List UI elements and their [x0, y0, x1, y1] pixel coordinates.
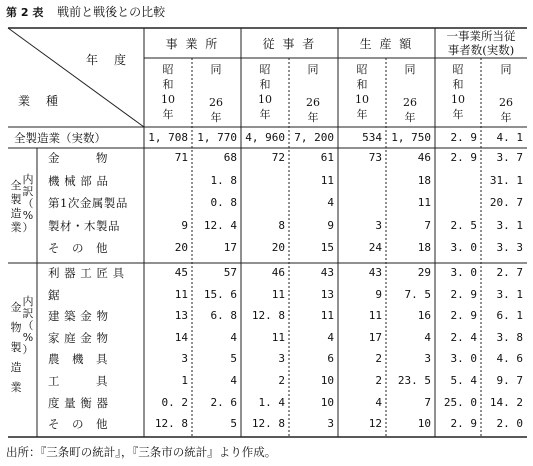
group2-row-value: 13 — [174, 309, 188, 323]
group1-row-value: 31. 1 — [489, 173, 523, 187]
group1-row-value: 71 — [174, 151, 188, 164]
group2-row-value: 2. 7 — [496, 266, 523, 279]
group1-row-value: 4 — [327, 196, 334, 209]
header-year-same: 同 — [307, 63, 319, 76]
total-row-value: 1, 750 — [391, 131, 431, 144]
header-year-1935: 昭 — [259, 63, 271, 76]
group2-row-value: 9. 7 — [496, 374, 523, 387]
group2-row-value: 4 — [424, 330, 431, 344]
header-year-1935: 年 — [259, 108, 271, 121]
group2-row-value: 14. 2 — [489, 395, 523, 409]
total-row-value: 4, 960 — [245, 131, 285, 144]
total-row-value: 2. 9 — [450, 131, 477, 144]
group2-row-value: 4. 6 — [496, 352, 523, 366]
header-year-same: 同 — [500, 63, 512, 76]
group2-row-value: 3 — [278, 352, 285, 366]
group2-row-value: 12. 8 — [251, 309, 285, 323]
group1-row-value: 73 — [368, 151, 382, 164]
group2-row-value: 2. 6 — [210, 395, 237, 409]
header-year-1951: 26 — [403, 96, 417, 109]
header-year-1935: 10 — [161, 93, 175, 106]
group2-row-value: 2. 4 — [450, 330, 477, 344]
group1-side-label-subtitle-char: 訳 — [22, 185, 34, 198]
group2-side-label-char: 物 — [10, 321, 22, 334]
group2-row-value: 10 — [320, 395, 334, 409]
total-row-value: 4. 1 — [496, 131, 523, 144]
group2-row-value: 11 — [368, 309, 382, 323]
group1-side-label-subtitle-char: ） — [22, 221, 34, 234]
group1-row-name: 第1次金属製品 — [48, 196, 128, 210]
group2-row-value: 5 — [230, 417, 237, 431]
group2-side-label-subtitle-char: 訳 — [22, 307, 34, 320]
group1-row-value: 72 — [271, 151, 285, 164]
group1-row-name: 金 物 — [48, 151, 108, 165]
group1-row-value: 61 — [320, 151, 334, 164]
group1-row-value: 2. 5 — [450, 218, 477, 232]
group1-row-value: 12. 4 — [203, 218, 237, 232]
group2-row-value: 57 — [223, 266, 237, 279]
header-year-1951: 年 — [307, 111, 319, 124]
group2-side-label-subtitle-char: （ — [22, 319, 34, 332]
group1-row-value: 15 — [320, 241, 334, 254]
group1-row-value: 3. 1 — [496, 218, 523, 232]
group2-row-value: 6 — [327, 352, 334, 366]
header-year-same: 同 — [404, 63, 416, 76]
total-row-value: 1, 708 — [148, 131, 188, 144]
group2-row-value: 9 — [375, 287, 382, 301]
header-group-per-establishment-2: 事者数(実数) — [447, 43, 515, 57]
group1-side-label-subtitle-char: （ — [22, 197, 34, 210]
group2-row-value: 11 — [320, 309, 334, 323]
group2-row-value: 5. 4 — [450, 374, 477, 387]
group2-row-value: 2. 9 — [450, 309, 477, 323]
group2-row-value: 7. 5 — [404, 287, 431, 301]
total-row-value: 1, 770 — [197, 131, 237, 144]
group2-row-value: 3. 0 — [450, 266, 477, 279]
header-year-1951: 26 — [306, 96, 320, 109]
group1-side-label-subtitle-char: 内 — [22, 173, 34, 186]
header-year-1951: 年 — [210, 111, 222, 124]
header-year-1951: 年 — [500, 111, 512, 124]
group2-row-value: 43 — [368, 266, 382, 279]
group2-row-value: 45 — [174, 266, 188, 279]
group1-row-value: 9 — [181, 218, 188, 232]
group1-row-value: 18 — [417, 241, 431, 254]
group2-row-value: 7 — [424, 395, 431, 409]
group2-side-label-char: 業 — [10, 381, 22, 394]
header-year-1935: 年 — [356, 108, 368, 121]
group1-row-value: 3. 7 — [496, 151, 523, 164]
header-year-1951: 年 — [404, 111, 416, 124]
group1-row-name: 機 械 部 品 — [48, 173, 109, 188]
group2-row-value: 46 — [271, 266, 285, 279]
header-year-1951: 26 — [499, 96, 513, 109]
group2-row-name: そ の 他 — [48, 417, 108, 432]
group2-row-value: 12. 8 — [251, 417, 285, 431]
group2-row-value: 29 — [417, 266, 431, 279]
header-year-1935: 昭 — [356, 63, 368, 76]
group1-side-label-char: 業 — [10, 221, 22, 234]
group2-row-value: 12 — [368, 417, 382, 431]
group1-row-value: 3. 3 — [496, 241, 523, 254]
header-year-1935: 10 — [355, 93, 369, 106]
group1-row-value: 68 — [223, 151, 237, 164]
group1-row-value: 1. 8 — [210, 173, 237, 187]
group2-row-value: 2. 9 — [450, 287, 477, 301]
group2-row-value: 5 — [230, 352, 237, 366]
header-year-1935: 和 — [162, 78, 174, 91]
header-group-workers: 従 事 者 — [262, 37, 317, 51]
group2-row-value: 6. 1 — [496, 309, 523, 323]
group2-row-value: 15. 6 — [203, 287, 237, 301]
group2-row-value: 3. 8 — [496, 330, 523, 344]
group2-row-value: 11 — [271, 287, 285, 301]
group2-row-value: 3. 1 — [496, 287, 523, 301]
header-year-1935: 和 — [259, 78, 271, 91]
group1-row-value: 7 — [424, 218, 431, 232]
group1-row-value: 20 — [271, 241, 285, 254]
header-year-1935: 10 — [451, 93, 465, 106]
group1-row-value: 18 — [417, 173, 431, 187]
group2-row-value: 2 — [278, 374, 285, 387]
group2-row-value: 10 — [417, 417, 431, 431]
group2-row-name: 度 量 衡 器 — [48, 395, 109, 410]
group1-row-value: 20. 7 — [489, 196, 523, 209]
group2-row-value: 16 — [417, 309, 431, 323]
group2-row-value: 3 — [181, 352, 188, 366]
group2-row-value: 25. 0 — [443, 395, 477, 409]
header-year-1935: 和 — [356, 78, 368, 91]
group2-row-value: 12. 8 — [154, 417, 188, 431]
header-year-1935: 年 — [452, 108, 464, 121]
group1-row-value: 8 — [278, 218, 285, 232]
group2-side-label-subtitle-char: % — [22, 331, 34, 344]
header-year-1935: 和 — [452, 78, 464, 91]
header-year-1951: 26 — [209, 96, 223, 109]
header-year-same: 同 — [210, 63, 222, 76]
header-year-1935: 昭 — [452, 63, 464, 76]
group1-row-value: 20 — [174, 241, 188, 254]
group1-row-value: 9 — [327, 218, 334, 232]
group2-row-value: 10 — [320, 374, 334, 387]
group1-side-label-char: 全 — [10, 179, 22, 192]
group2-row-value: 11 — [271, 330, 285, 344]
header-year-1935: 年 — [162, 108, 174, 121]
group2-row-name: 工 具 — [48, 374, 108, 388]
group2-row-value: 23. 5 — [397, 374, 431, 387]
group2-side-label-subtitle-char: 内 — [22, 295, 34, 308]
group1-row-value: 3. 0 — [450, 241, 477, 254]
group2-row-name: 農 機 具 — [48, 352, 108, 367]
group2-row-name: 建 築 金 物 — [48, 309, 109, 324]
group2-row-name: 家 庭 金 物 — [48, 330, 109, 345]
group2-row-value: 4 — [230, 374, 237, 387]
group1-row-value: 46 — [417, 151, 431, 164]
group1-row-name: 製材・木製品 — [48, 218, 120, 233]
header-group-production: 生 産 額 — [359, 37, 414, 51]
group2-row-value: 4 — [327, 330, 334, 344]
group2-row-value: 3. 0 — [450, 352, 477, 366]
header-year-label: 年 度 — [86, 53, 129, 67]
group2-row-value: 2 — [375, 352, 382, 366]
group2-row-value: 2 — [375, 374, 382, 387]
group2-row-value: 2. 9 — [450, 417, 477, 431]
group2-side-label-char: 造 — [10, 361, 22, 374]
group1-row-value: 11 — [417, 196, 431, 209]
header-year-1935: 10 — [258, 93, 272, 106]
group2-row-value: 14 — [174, 330, 188, 344]
group2-row-value: 11 — [174, 287, 188, 301]
header-group-establishments: 事 業 所 — [165, 37, 220, 51]
total-row-value: 534 — [362, 131, 382, 144]
total-row-value: 7, 200 — [294, 131, 334, 144]
group2-row-value: 4 — [375, 395, 382, 409]
group2-row-value: 17 — [368, 330, 382, 344]
group2-row-value: 2. 0 — [496, 417, 523, 431]
group1-row-value: 3 — [375, 218, 382, 232]
table-number: 第 2 表 — [6, 6, 44, 19]
group1-row-name: そ の 他 — [48, 241, 108, 255]
group2-side-label-char: 製 — [10, 341, 22, 354]
group2-row-value: 3 — [327, 417, 334, 431]
group1-row-value: 17 — [223, 241, 237, 254]
group1-side-label-subtitle-char: % — [22, 209, 34, 222]
group2-row-value: 0. 2 — [161, 395, 188, 409]
group2-row-value: 43 — [320, 266, 334, 279]
group2-row-name: 利 器 工 匠 具 — [48, 266, 125, 280]
group2-row-value: 1 — [181, 374, 188, 387]
group2-row-value: 4 — [230, 330, 237, 344]
group2-row-value: 13 — [320, 287, 334, 301]
group1-side-label-char: 造 — [10, 207, 22, 220]
total-row-label: 全製造業（実数） — [14, 131, 106, 145]
group2-row-value: 3 — [424, 352, 431, 366]
table-title: 戦前と戦後との比較 — [57, 5, 166, 19]
group2-side-label-subtitle-char: ） — [22, 343, 34, 356]
group2-row-value: 6. 8 — [210, 309, 237, 323]
group2-row-value: 1. 4 — [258, 395, 285, 409]
source-note: 出所：『三条町の統計』，『三条市の統計』より作成。 — [6, 445, 277, 459]
group1-row-value: 24 — [368, 241, 382, 254]
header-group-per-establishment-1: 一事業所当従 — [446, 29, 516, 43]
group1-side-label-char: 製 — [10, 193, 22, 206]
group1-row-value: 2. 9 — [450, 151, 477, 164]
group1-row-value: 0. 8 — [210, 196, 237, 209]
group2-side-label-char: 金 — [10, 301, 22, 314]
group1-row-value: 11 — [320, 173, 334, 187]
header-year-1935: 昭 — [162, 63, 174, 76]
header-industry-label: 業 種 — [18, 94, 61, 108]
group2-row-name: 鋸 — [48, 287, 60, 302]
